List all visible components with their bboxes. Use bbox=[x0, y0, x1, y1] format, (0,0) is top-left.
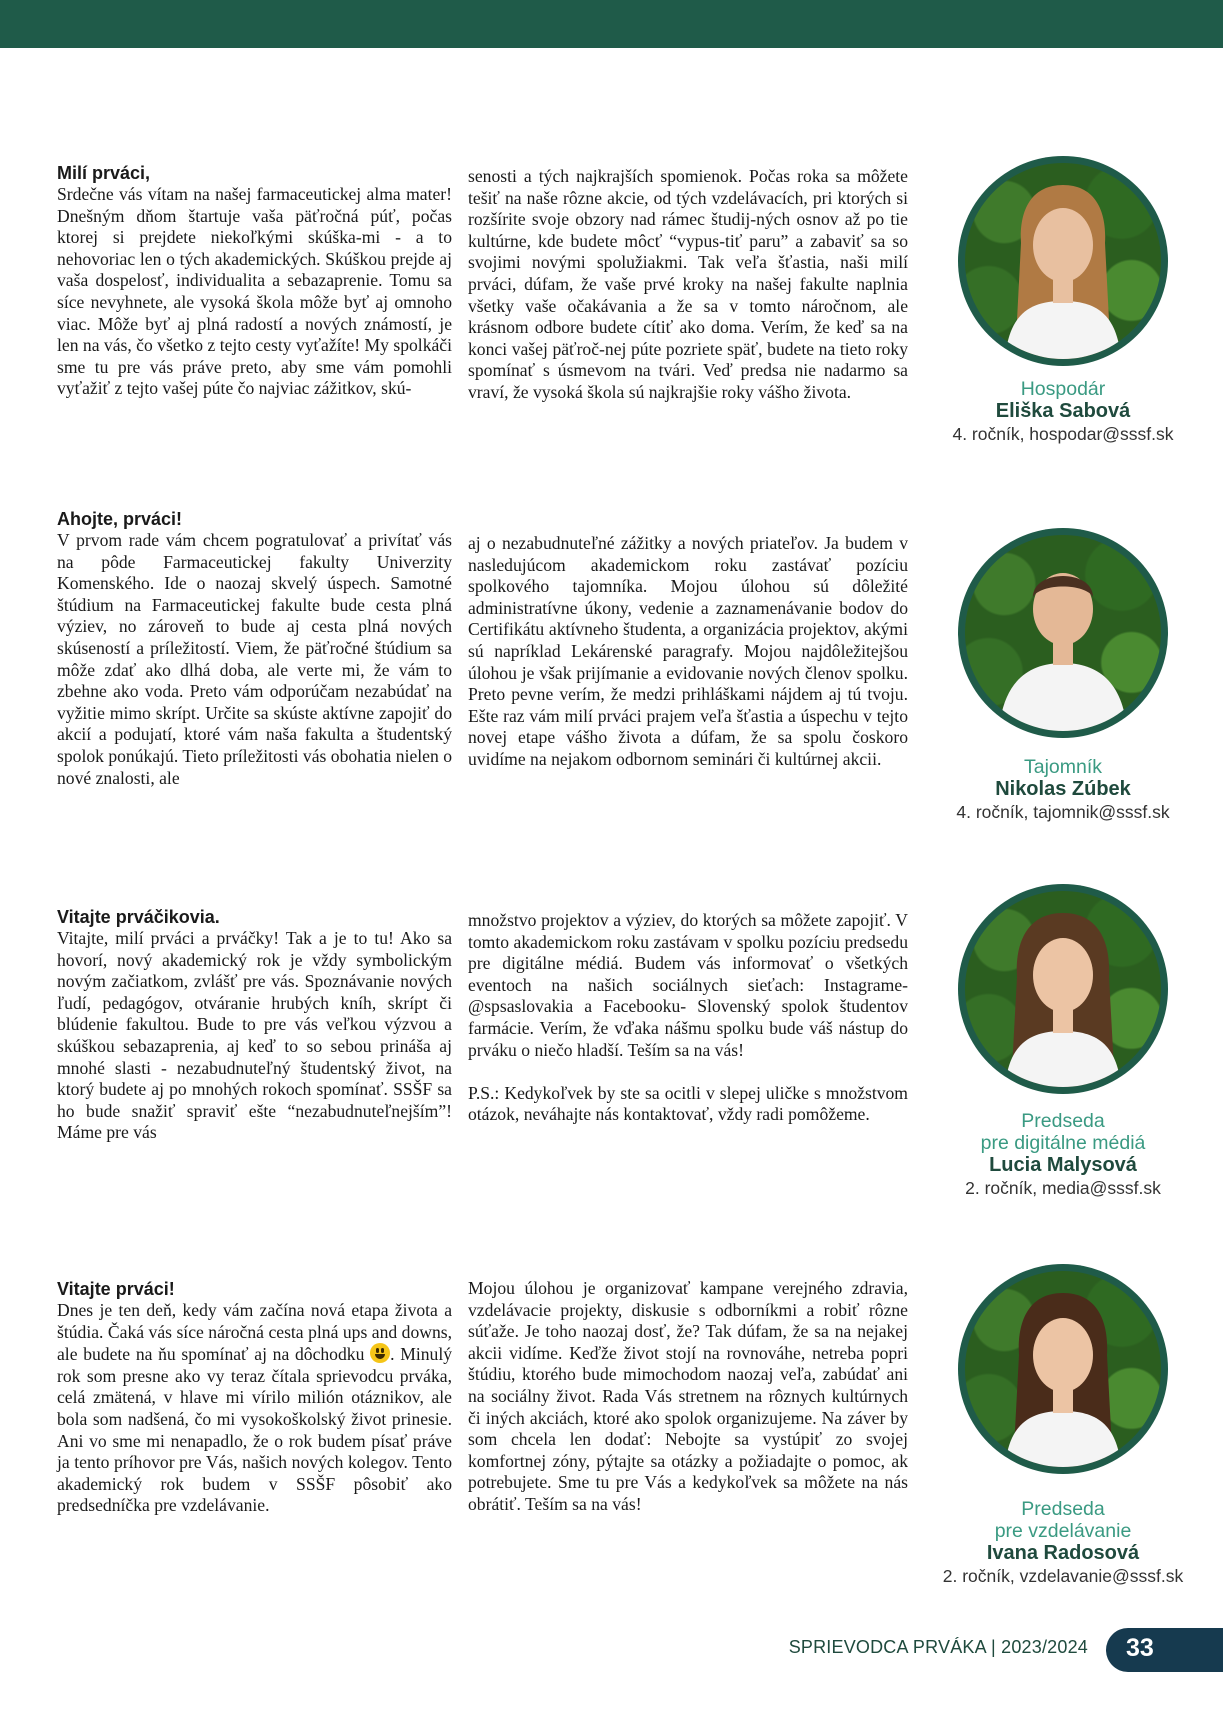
text-column-left bbox=[57, 1278, 452, 1517]
portrait-frame bbox=[958, 156, 1168, 366]
greeting-heading: Vitajte prváčikovia. bbox=[57, 907, 220, 927]
text-column-right bbox=[468, 166, 908, 404]
person-silhouette-icon bbox=[965, 1271, 1161, 1467]
portrait-photo bbox=[965, 163, 1161, 359]
greeting-heading: Ahojte, prváci! bbox=[57, 509, 183, 529]
profile-card bbox=[918, 528, 1208, 823]
postscript-text: P.S.: Kedykoľvek by ste sa ocitli v slepej uličke s množstvom otázok, neváhajte nás kontaktovať, vždy radi pomôžeme. bbox=[468, 1082, 908, 1125]
person-silhouette-icon bbox=[965, 163, 1161, 359]
portrait-frame bbox=[958, 528, 1168, 738]
page-number-tab bbox=[1106, 1628, 1223, 1672]
text-column-left bbox=[57, 162, 452, 400]
page-footer bbox=[780, 1628, 1223, 1672]
contact-info: 2. ročník, vzdelavanie@sssf.sk bbox=[942, 1566, 1184, 1586]
person-name: Ivana Radosová bbox=[986, 1542, 1140, 1564]
text-column-left bbox=[57, 906, 452, 1144]
text-column-right bbox=[468, 910, 908, 1126]
portrait-photo bbox=[965, 1271, 1161, 1467]
person-silhouette-icon bbox=[965, 535, 1161, 731]
role-title: Predseda bbox=[1021, 1498, 1105, 1520]
portrait-photo bbox=[965, 891, 1161, 1087]
portrait-frame bbox=[958, 1264, 1168, 1474]
body-text: Srdečne vás vítam na našej farmaceutickej alma mater! Dnešným dňom štartuje vaša päťročná púť, počas ktorej si prejdete niekoľkými skúška-mi - a to nehovoriac len o tých akademických. Skúškou prejde aj vaša dospelosť, individualita a sebazaprenie. Tomu sa síce nevyhnete, ale vysoká škola môže byť aj omnoho viac. Môže byť aj plná radostí a nových známostí, je len na vás, čo všetko z tejto cesty vyťažíte! My spolkáči sme tu pre vás práve preto, aby sme vám pomohli vyťažiť z tejto vašej púte čo najviac zážitkov, skú- bbox=[57, 184, 452, 399]
portrait-photo bbox=[965, 535, 1161, 731]
contact-info: 4. ročník, tajomnik@sssf.sk bbox=[956, 802, 1170, 822]
text-column-right bbox=[468, 533, 908, 771]
role-title: Hospodár bbox=[1020, 378, 1106, 400]
profile-card bbox=[918, 156, 1208, 445]
body-text: Mojou úlohou je organizovať kampane verejného zdravia, vzdelávacie projekty, diskusie s odborníkmi a robiť rôzne súťaže. Je toho naozaj dosť, že? Tak dúfam, že sa na nejakej akcii vidíme. Keďže život stojí na rovnováhe, netreba popri štúdiu, ktorého bude mimochodom naozaj veľa, zabúdať ani na sociálny život. Rada Vás stretnem na rôznych kultúrnych či iných akciách, ktoré ako spolok organizujeme. Na záver by som chcela len dodať: Nebojte sa vystúpiť zo svojej komfortnej zóny, pýtajte sa otázky a požiadajte o pomoc, ak potrebujete. Sme tu pre Vás a kedykoľvek sa môžete na nás obrátiť. Teším sa na vás! bbox=[468, 1278, 908, 1514]
body-text: Vitajte, milí prváci a prváčky! Tak a je to tu! Ako sa hovorí, nový akademický rok je vždy symbolickým novým začiatkom, zvlášť pre vás. Spoznávanie nových ľudí, pedagógov, otváranie hrubých kníh, skrípt či blúdenie fakultou. Bude to pre vás veľkou výzvou a skúškou sebazaprenia, aj keď to so sebou prináša aj mnohé slasti - nezabudnuteľný študentský život, na ktorý budete aj po mnohých rokoch spomínať. SSŠF sa ho bude snažiť spraviť ešte “nezabudnuteľnejším”! Máme pre vás bbox=[57, 928, 452, 1143]
page-number: 33 bbox=[1126, 1634, 1154, 1662]
role-title: Tajomník bbox=[1023, 756, 1103, 778]
contact-info: 2. ročník, media@sssf.sk bbox=[965, 1178, 1161, 1198]
role-subtitle: pre vzdelávanie bbox=[994, 1520, 1132, 1542]
body-text: množstvo projektov a výziev, do ktorých sa môžete zapojiť. V tomto akademickom roku zastávam v spolku pozíciu predsedu pre digitálne médiá. Budem vás informovať o všetkých eventoch na našich sociálnych sieťach: Instagrame- @spsaslovakia a Facebooku- Slovenský spolok študentov farmácie. Verím, že vďaka nášmu spolku bude váš nástup do prváku o niečo hladší. Teším sa na vás! bbox=[468, 910, 908, 1060]
person-name: Eliška Sabová bbox=[995, 400, 1131, 422]
body-text: V prvom rade vám chcem pogratulovať a privítať vás na pôde Farmaceutickej fakulty Univerzity Komenského. Ide o naozaj skvelý úspech. Samotné štúdium na Farmaceutickej fakulte bude cesta plná výziev, no zároveň to bude aj cesta plná nových skúseností a príležitostí. Viem, že päťročné štúdium sa môže zdať ako dlhá doba, ale verte mi, že vám to zbehne ako voda. Preto vám odporúčam nezabúdať na vyžitie mimo skrípt. Určite sa skúste aktívne zapojiť do akcií a podujatí, ktoré vám naša fakulta a študentský spolok ponúkajú. Tieto príležitosti vás obohatia nielen o nové znalosti, ale bbox=[57, 530, 452, 788]
role-title: Predseda bbox=[1021, 1110, 1105, 1132]
contact-info: 4. ročník, hospodar@sssf.sk bbox=[952, 424, 1174, 444]
profile-card bbox=[918, 1264, 1208, 1587]
greeting-heading: Vitajte prváci! bbox=[57, 1279, 175, 1299]
guide-title: SPRIEVODCA PRVÁKA | 2023/2024 bbox=[788, 1637, 1088, 1657]
profile-card bbox=[918, 884, 1208, 1199]
role-subtitle: pre digitálne médiá bbox=[980, 1132, 1146, 1154]
person-name: Nikolas Zúbek bbox=[995, 778, 1131, 800]
top-banner bbox=[0, 0, 1223, 48]
text-column-right bbox=[468, 1278, 908, 1516]
smiling-face-icon bbox=[370, 1343, 390, 1363]
body-text: senosti a tých najkrajších spomienok. Počas roka sa môžete tešiť na naše rôzne akcie, od tých vzdelávacích, pri ktorých si rozšírite svoje obzory nad rámec študij-ných osnov až po tie kultúrne, kde budete môcť “vypus-tiť paru” a zabaviť sa so svojimi novými spolužiakmi. Tak veľa šťastia, naši milí prváci, dúfam, že vaše prvé kroky na našej fakulte naplnia všetky vaše očakávania a že sa v tomto náročnom, ale krásnom odbore budete cítiť ako doma. Verím, že keď sa na konci vašej päťroč-nej púte pozriete späť, budete na tieto roky spomínať s úsmevom na tvári. Veď predsa nie nadarmo sa vraví, že vysoká škola sú najkrajšie roky vášho života. bbox=[468, 166, 908, 402]
greeting-heading: Milí prváci, bbox=[57, 163, 151, 183]
body-text-end: . Minulý rok som presne ako vy teraz čítala sprievodcu prváka, celá zmätená, v hlave mi vírilo milión otáznikov, ale bola som nadšená, čo mi vysokoškolský život prinesie. Ani vo sme mi nenapadlo, že o rok budem písať práve ja tento príhovor pre Vás, našich nových kolegov. Tento akademický rok budem v SSŠF pôsobiť ako predsedníčka pre vzdelávanie. bbox=[57, 1344, 453, 1516]
portrait-frame bbox=[958, 884, 1168, 1094]
body-text-start: Dnes je ten deň, kedy vám začína nová etapa života a štúdia. Čaká vás síce náročná cesta plná ups and downs, ale budete na ňu spomínať aj na dôchodku bbox=[57, 1300, 452, 1365]
person-name: Lucia Malysová bbox=[989, 1154, 1137, 1176]
person-silhouette-icon bbox=[965, 891, 1161, 1087]
body-text bbox=[57, 1300, 452, 1517]
text-column-left bbox=[57, 508, 452, 789]
body-text: aj o nezabudnuteľné zážitky a nových priateľov. Ja budem v nasledujúcom akademickom roku zastávať pozíciu spolkového tajomníka. Mojou úlohou sú dôležité administratívne úkony, vedenie a zaznamenávanie bodov do Certifikátu aktívneho študenta, a organizácia projektov, akými sú napríklad Lekárenské paragrafy. Mojou najdôležitejšou úlohou je však prijímanie a evidovanie nových členov spolku. Preto pevne verím, že medzi prihláškami nájdem aj tú tvoju. Ešte raz vám milí prváci prajem veľa šťastia a úspechu v tejto novej etape vášho života a dúfam, že sa spolu čoskoro uvidíme na nejakom odbornom seminári či kultúrnej akcii. bbox=[468, 533, 908, 769]
